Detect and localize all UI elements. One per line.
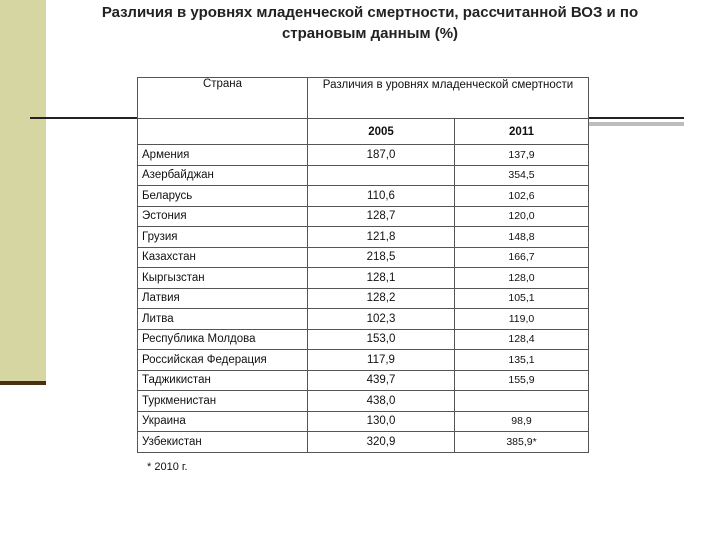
mortality-table (137, 77, 589, 453)
divider-left (30, 117, 138, 119)
table-row (138, 145, 589, 166)
header-group: Различия в уровнях младенческой смертности (308, 78, 589, 119)
value-2011-cell: 385,9* (455, 432, 589, 453)
country-cell: Казахстан (138, 247, 308, 268)
value-2005-cell: 117,9 (308, 350, 455, 371)
value-2011-cell: 155,9 (455, 370, 589, 391)
value-2005-cell: 110,6 (308, 186, 455, 207)
value-2011-cell: 354,5 (455, 165, 589, 186)
country-cell: Республика Молдова (138, 329, 308, 350)
country-cell: Туркменистан (138, 391, 308, 412)
country-cell: Латвия (138, 288, 308, 309)
table-row (138, 268, 589, 289)
header-country: Страна (138, 78, 308, 119)
value-2011-cell: 135,1 (455, 350, 589, 371)
table-row (138, 309, 589, 330)
value-2011-cell: 102,6 (455, 186, 589, 207)
table-row (138, 411, 589, 432)
country-cell: Российская Федерация (138, 350, 308, 371)
table-row (138, 350, 589, 371)
slide-title: Различия в уровнях младенческой смертности, рассчитанной ВОЗ и по страновым данным (%) (101, 4, 639, 42)
table-row (138, 432, 589, 453)
country-cell: Украина (138, 411, 308, 432)
value-2011-cell: 98,9 (455, 411, 589, 432)
value-2005-cell: 438,0 (308, 391, 455, 412)
footnote: * 2010 г. (147, 461, 188, 473)
table-row (138, 370, 589, 391)
value-2011-cell: 137,9 (455, 145, 589, 166)
country-cell: Армения (138, 145, 308, 166)
value-2005-cell: 153,0 (308, 329, 455, 350)
decorative-side-bar-base (0, 381, 46, 385)
value-2005-cell: 121,8 (308, 227, 455, 248)
table-row (138, 329, 589, 350)
value-2005-cell: 102,3 (308, 309, 455, 330)
value-2005-cell: 439,7 (308, 370, 455, 391)
country-cell: Эстония (138, 206, 308, 227)
table-row (138, 227, 589, 248)
table-row (138, 186, 589, 207)
header-year-2005: 2005 (308, 119, 455, 145)
value-2005-cell: 128,7 (308, 206, 455, 227)
value-2011-cell: 128,4 (455, 329, 589, 350)
value-2011-cell: 120,0 (455, 206, 589, 227)
country-cell: Грузия (138, 227, 308, 248)
table-row (138, 288, 589, 309)
header-country-blank (138, 119, 308, 145)
table-row (138, 247, 589, 268)
value-2011-cell: 105,1 (455, 288, 589, 309)
table-body (138, 145, 589, 453)
table-row (138, 206, 589, 227)
country-cell: Азербайджан (138, 165, 308, 186)
table-row (138, 165, 589, 186)
header-year-2011: 2011 (455, 119, 589, 145)
value-2005-cell: 130,0 (308, 411, 455, 432)
decorative-side-bar (0, 0, 46, 384)
country-cell: Узбекистан (138, 432, 308, 453)
divider-right-shadow (588, 122, 684, 126)
value-2005-cell (308, 165, 455, 186)
value-2011-cell: 119,0 (455, 309, 589, 330)
table-row (138, 391, 589, 412)
value-2005-cell: 218,5 (308, 247, 455, 268)
value-2005-cell: 187,0 (308, 145, 455, 166)
country-cell: Литва (138, 309, 308, 330)
value-2005-cell: 320,9 (308, 432, 455, 453)
country-cell: Таджикистан (138, 370, 308, 391)
value-2011-cell: 148,8 (455, 227, 589, 248)
value-2005-cell: 128,2 (308, 288, 455, 309)
value-2011-cell (455, 391, 589, 412)
country-cell: Кыргызстан (138, 268, 308, 289)
value-2011-cell: 128,0 (455, 268, 589, 289)
divider-right (588, 117, 684, 119)
country-cell: Беларусь (138, 186, 308, 207)
value-2005-cell: 128,1 (308, 268, 455, 289)
value-2011-cell: 166,7 (455, 247, 589, 268)
